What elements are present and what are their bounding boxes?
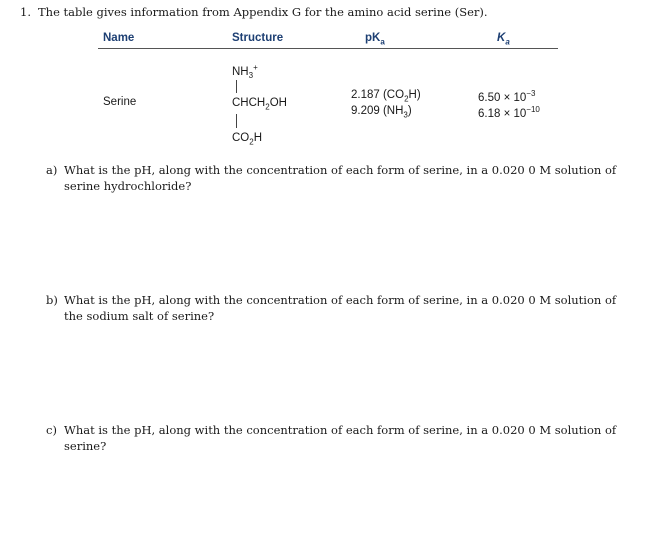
question-part-b (46, 292, 624, 324)
structure-co2h: $CO_2H$ (232, 132, 263, 147)
pka-value-1: 2.187 $(CO_2H)$ (351, 89, 421, 104)
part-a-text: What is the pH, along with the concentration of each form of serine, in a 0.020 0 M solution of serine hydrochloride? (64, 163, 617, 193)
question-intro-text: The table gives information from Appendix G for the amino acid serine (Ser). (38, 5, 488, 19)
structure-chch2oh: $CHCH_2OH$ (232, 97, 287, 112)
question-number: 1. (20, 5, 31, 19)
header-ka: $K_a$ (497, 32, 510, 47)
header-pka: $pK_a$ (365, 32, 385, 47)
part-c-text: What is the pH, along with the concentration of each form of serine, in a 0.020 0 M solution of serine? (64, 423, 617, 453)
structure-bond-bottom (236, 114, 237, 128)
part-a-label: a) (46, 163, 58, 177)
header-name: Name (103, 32, 135, 44)
question-part-a (46, 162, 624, 194)
structure-nh3: $NH_3^+$ (232, 63, 258, 81)
structure-bond-top (236, 80, 237, 93)
part-c-label: c) (46, 423, 57, 437)
table-header-rule (98, 48, 558, 49)
pka-value-2: 9.209 $(NH_3)$ (351, 105, 412, 120)
ka-value-2: $6.18 \times 10^{-10}$ (478, 105, 540, 120)
question-part-c (46, 422, 624, 454)
question-intro (20, 5, 488, 19)
part-b-text: What is the pH, along with the concentration of each form of serine, in a 0.020 0 M solution of the sodium salt of serine? (64, 293, 617, 323)
header-structure: Structure (232, 32, 284, 44)
part-b-label: b) (46, 293, 58, 307)
ka-value-1: $6.50 \times 10^{-3}$ (478, 89, 536, 104)
row-name-serine: Serine (103, 96, 137, 108)
